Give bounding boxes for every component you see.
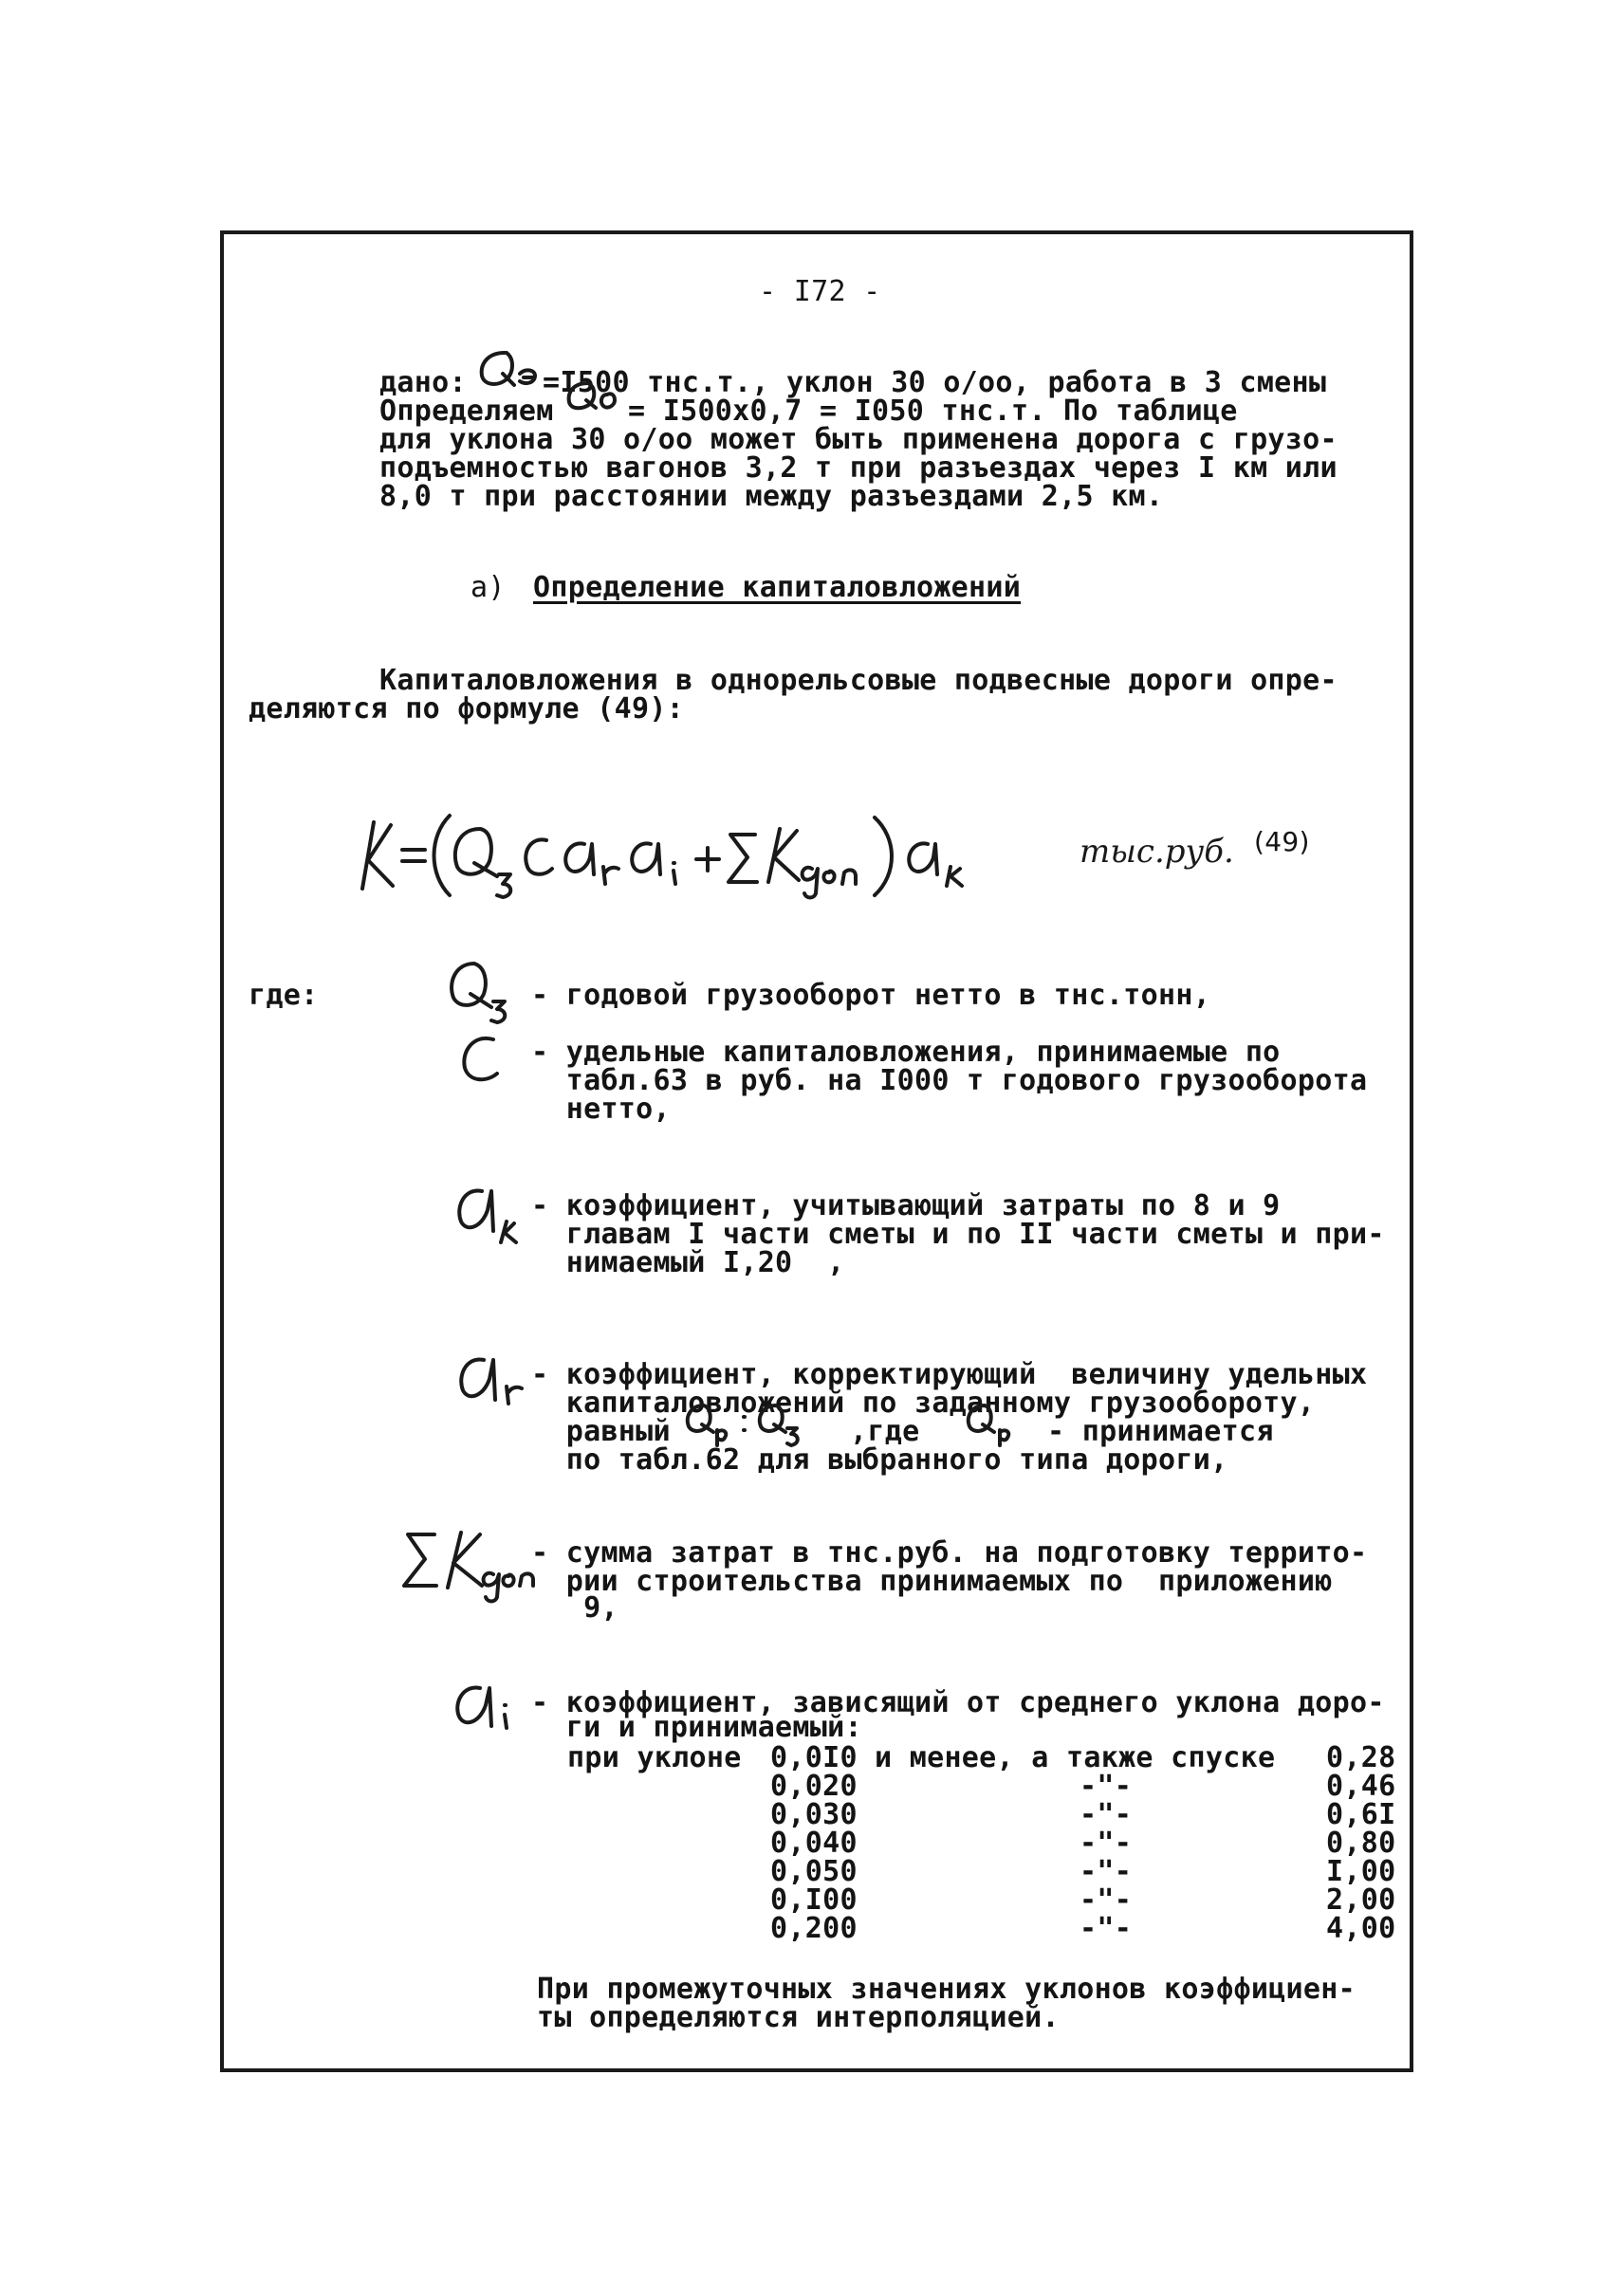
slope-row-4-slope: 0,040 bbox=[770, 1827, 858, 1860]
definition-ar-line-2: капиталовложений по заданному грузообороту, bbox=[531, 1387, 1316, 1420]
definition-c-line-3: нетто, bbox=[531, 1093, 671, 1126]
formula-number: (49) bbox=[1254, 826, 1310, 857]
page-number: - I72 - bbox=[759, 275, 881, 308]
section-heading: Определение капиталовложений bbox=[533, 571, 1022, 604]
handwritten-q3-symbol bbox=[442, 956, 518, 1022]
handwritten-q-e-symbol bbox=[476, 345, 543, 393]
given-line-1-rest: =I500 тнс.т., уклон 30 о/оо, работа в 3 смены bbox=[543, 366, 1327, 399]
slope-row-1-slope: 0,0I0 bbox=[770, 1741, 858, 1774]
handwritten-ar-symbol bbox=[455, 1349, 531, 1415]
formula-unit: тыс.руб. bbox=[1080, 833, 1234, 871]
handwritten-q-o-symbol bbox=[562, 377, 628, 415]
definition-ak-line-2: главам I части сметы и по II части сметы и при- bbox=[531, 1218, 1385, 1251]
slope-row-7-coef: 4,00 bbox=[1326, 1912, 1396, 1945]
definition-c-line-2: табл.63 в руб. на I000 т годового грузооборота bbox=[531, 1064, 1368, 1097]
definition-ai-line-1: - коэффициент, зависящий от среднего уклона доро- bbox=[531, 1686, 1385, 1719]
definition-q3-line-1: - годовой грузооборот нетто в тнс.тонн, bbox=[531, 979, 1211, 1012]
definition-sumk-line-1: - сумма затрат в тнс.руб. на подготовку террито- bbox=[531, 1536, 1368, 1570]
section-heading-prefix: а) bbox=[471, 571, 506, 604]
handwritten-sum-kgon-symbol bbox=[398, 1525, 541, 1601]
where-label: где: bbox=[249, 979, 319, 1012]
slope-row-1-coef: 0,28 bbox=[1326, 1741, 1396, 1774]
slope-row-3-slope: 0,030 bbox=[770, 1798, 858, 1831]
closing-line-1: При промежуточных значениях уклонов коэффициен- bbox=[537, 1973, 1356, 2006]
given-line-2-prefix: Определяем bbox=[379, 395, 554, 428]
handwritten-qp-q3-ratio bbox=[681, 1400, 823, 1447]
slope-row-5-slope: 0,050 bbox=[770, 1855, 858, 1888]
slope-row-5-ditto: -"- bbox=[1080, 1855, 1133, 1888]
slope-row-3-ditto: -"- bbox=[1080, 1798, 1133, 1831]
definition-sumk-line-3: 9, bbox=[531, 1591, 618, 1625]
definition-ar-line-3: равный bbox=[531, 1415, 671, 1448]
definition-ak-line-1: - коэффициент, учитывающий затраты по 8 и 9 bbox=[531, 1189, 1281, 1222]
closing-line-2: ты определяются интерполяцией. bbox=[537, 2001, 1060, 2034]
definition-ar-where: ,где bbox=[850, 1415, 920, 1448]
definition-ai-line-2: ги и принимаемый: bbox=[531, 1711, 862, 1744]
slope-row-6-coef: 2,00 bbox=[1326, 1883, 1396, 1917]
slope-row-4-ditto: -"- bbox=[1080, 1827, 1133, 1860]
slope-row-2-ditto: -"- bbox=[1080, 1770, 1133, 1803]
slope-table-first-suffix: и менее, а также спуске bbox=[875, 1741, 1276, 1774]
slope-row-3-coef: 0,6I bbox=[1326, 1798, 1396, 1831]
slope-row-2-slope: 0,020 bbox=[770, 1770, 858, 1803]
given-line-4: подъемностью вагонов 3,2 т при разъездах через I км или bbox=[379, 451, 1338, 485]
intro-line-2: деляются по формуле (49): bbox=[249, 692, 685, 726]
definition-c-line-1: - удельные капиталовложения, принимаемые по bbox=[531, 1036, 1281, 1069]
handwritten-c-symbol bbox=[453, 1030, 510, 1087]
definition-ak-line-3: нимаемый I,20 , bbox=[531, 1246, 845, 1279]
slope-table-first-label: при уклоне bbox=[567, 1741, 742, 1774]
given-line-5: 8,0 т при расстоянии между разъездами 2,5 км. bbox=[379, 480, 1164, 513]
definition-ar-line-1: - коэффициент, корректирующий величину удельных bbox=[531, 1358, 1368, 1391]
definition-ar-line-4: по табл.62 для выбранного типа дороги, bbox=[531, 1443, 1228, 1477]
definition-sumk-line-2: рии строительства принимаемых по приложению bbox=[531, 1565, 1333, 1598]
definition-ar-rest: - принимается bbox=[1047, 1415, 1274, 1448]
given-line-3: для уклона 30 о/оо может быть применена дорога с грузо- bbox=[379, 423, 1338, 456]
intro-line-1: Капиталовложения в однорельсовые подвесные дороги опре- bbox=[379, 664, 1338, 697]
given-line-1-prefix: дано: bbox=[379, 366, 467, 399]
slope-row-6-ditto: -"- bbox=[1080, 1883, 1133, 1917]
slope-row-7-slope: 0,200 bbox=[770, 1912, 858, 1945]
formula-49 bbox=[355, 808, 1019, 903]
handwritten-ai-symbol bbox=[452, 1679, 527, 1736]
slope-row-2-coef: 0,46 bbox=[1326, 1770, 1396, 1803]
slope-row-5-coef: I,00 bbox=[1326, 1855, 1396, 1888]
slope-row-6-slope: 0,I00 bbox=[770, 1883, 858, 1917]
handwritten-ak-symbol bbox=[453, 1180, 529, 1246]
slope-row-4-coef: 0,80 bbox=[1326, 1827, 1396, 1860]
handwritten-qp-symbol bbox=[962, 1400, 1019, 1447]
slope-row-7-ditto: -"- bbox=[1080, 1912, 1133, 1945]
given-line-2-rest: = I500x0,7 = I050 тнс.т. По таблице bbox=[628, 395, 1238, 428]
